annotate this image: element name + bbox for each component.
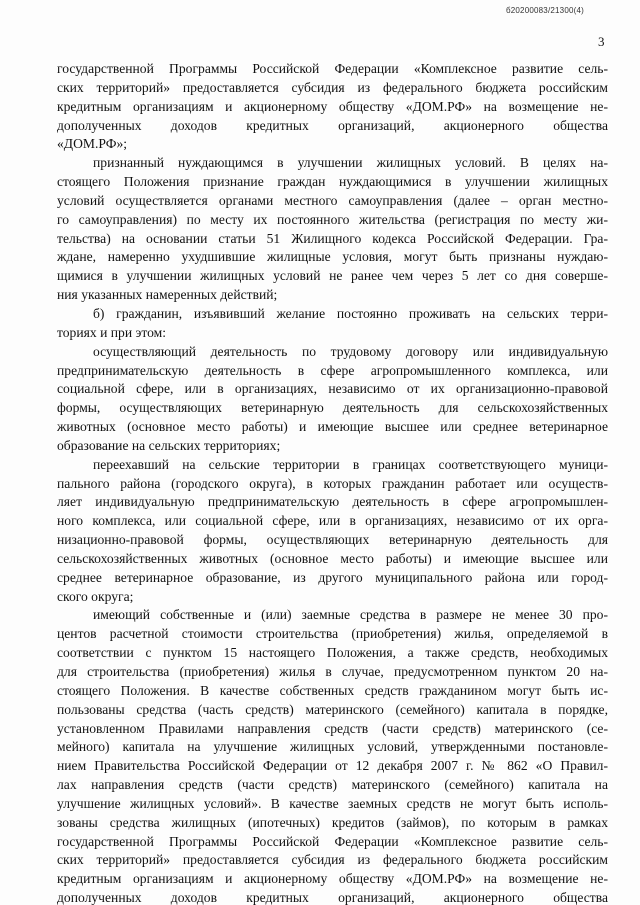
text-line: стоящего Положения. В качестве собственных средств гражданином могут быть ис- [57, 682, 608, 698]
text-line: зованы средства жилищных (ипотечных) кредитов (займов), по которым в рамках [57, 814, 608, 830]
text-line: ния указанных намеренных действий; [57, 287, 278, 303]
text-line: тельства) на основании статьи 51 Жилищного кодекса Российской Федерации. Гра- [57, 230, 608, 246]
text-line: животных (основное место работы) и имеющие высшее или среднее ветеринарное [57, 419, 608, 435]
text-line: формы, осуществляющих ветеринарную деятельность для сельскохозяйственных [57, 400, 608, 416]
text-line: условий осуществляется органами местного самоуправления (далее – орган местно- [57, 192, 608, 208]
text-line: низационно-правовой формы, осуществляющих ветеринарную деятельность для [57, 532, 608, 548]
text-line: государственной Программы Российской Федерации «Комплексное развитие сель- [57, 833, 608, 849]
text-line: пального района (городского округа), в которых гражданин работает или осуществ- [57, 475, 608, 491]
text-line: кредитным организациям и акционерному обществу «ДОМ.РФ» на возмещение не- [57, 871, 608, 887]
text-line: дополученных доходов кредитных организаций, акционерного общества [57, 890, 608, 905]
document-id: б20200083/21300(4) [505, 6, 584, 15]
text-line: стоящего Положения признание граждан нуждающимися в улучшении жилищных [57, 174, 608, 190]
text-line: «ДОМ.РФ»; [57, 136, 128, 152]
text-line: государственной Программы Российской Федерации «Комплексное развитие сель- [57, 61, 608, 76]
text-line: нием Правительства Российской Федерации от 12 декабря 2007 г. № 862 «О Правил- [57, 758, 608, 774]
text-line: сельскохозяйственных животных (основное место работы) и имеющие высшее или [57, 550, 608, 566]
text-line: переехавший на сельские территории в границах соответствующего муници- [93, 456, 608, 472]
text-line: имеющий собственные и (или) заемные средства в размере не менее 30 про- [93, 607, 608, 623]
text-line: ских территорий» предоставляется субсидия из федерального бюджета российским [57, 79, 608, 95]
text-line: предпринимательскую деятельность в сфере агропромышленного комплекса, или [57, 362, 608, 378]
text-line: для строительства (приобретения) жилья в случае, предусмотренном пунктом 20 на- [57, 664, 608, 679]
text-line: соответствии с пунктом 15 настоящего Положения, а также средств, необходимых [57, 645, 608, 661]
text-line: лах направления средств (части средств) материнского (семейного) капитала на [57, 777, 608, 793]
text-line: мейного) капитала на улучшение жилищных условий, утвержденными постановле- [57, 739, 608, 755]
text-line: кредитным организациям и акционерному обществу «ДОМ.РФ» на возмещение не- [57, 98, 608, 114]
text-line: ного комплекса, или социальной сфере, или в организациях, независимо от их орга- [57, 513, 608, 529]
text-line: щимися в улучшении жилищных условий не ранее чем через 5 лет со дня соверше- [57, 268, 608, 284]
text-line: улучшение жилищных условий». В качестве заемных средств не могут быть исполь- [57, 795, 608, 811]
text-line: б) гражданин, изъявивший желание постоянно проживать на сельских терри- [93, 305, 608, 321]
text-line: ского округа; [57, 588, 134, 604]
text-line: ториях и при этом: [57, 324, 167, 340]
text-line: ских территорий» предоставляется субсидия из федерального бюджета российским [57, 852, 608, 868]
page-number: 3 [598, 34, 605, 49]
document-body [57, 60, 608, 905]
text-line: социальной сфере, или в организациях, независимо от их организационно-правовой [57, 381, 608, 397]
text-line: пользованы средства (часть средств) материнского (семейного) капитала в порядке, [57, 701, 608, 717]
text-line: ждане, намеренно ухудшившие жилищные условия, могут быть признаны нуждаю- [57, 249, 608, 265]
text-line: го самоуправления) по месту их постоянного жительства (регистрация по месту жи- [57, 211, 608, 227]
text-line: центов расчетной стоимости строительства (приобретения) жилья, определяемой в [57, 626, 608, 642]
text-line: образование на сельских территориях; [57, 437, 281, 453]
text-line: среднее ветеринарное образование, из другого муниципального района или город- [57, 569, 608, 585]
text-line: признанный нуждающимся в улучшении жилищных условий. В целях на- [93, 155, 608, 171]
text-line: дополученных доходов кредитных организаций, акционерного общества [57, 117, 608, 133]
text-line: установленном Правилами направления средств (части средств) материнского (се- [57, 720, 608, 736]
text-line: ляет индивидуальную предпринимательскую деятельность в сфере агропромышлен- [57, 494, 608, 510]
text-line: осуществляющий деятельность по трудовому договору или индивидуальную [93, 343, 608, 359]
